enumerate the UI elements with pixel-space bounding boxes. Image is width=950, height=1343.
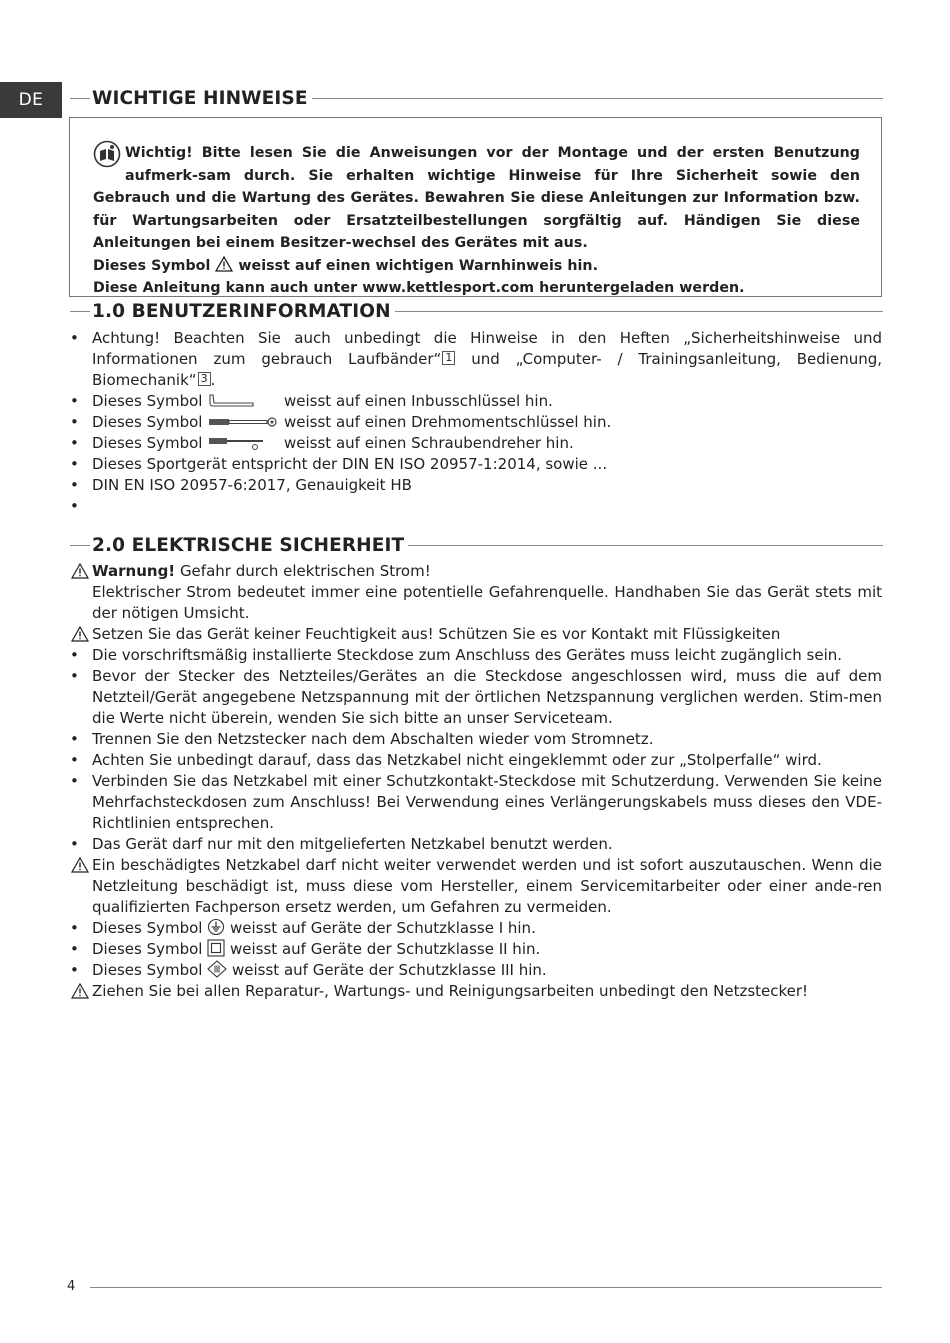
heading-text: 2.0 ELEKTRISCHE SICHERHEIT xyxy=(92,534,405,556)
list-item xyxy=(70,960,882,981)
symbol-prefix: Dieses Symbol xyxy=(92,392,203,410)
bullet xyxy=(70,645,90,666)
list-item-text: weisst auf einen Schraubendreher hin. xyxy=(284,434,574,452)
bullet xyxy=(70,433,90,454)
bullet xyxy=(70,328,90,349)
list-item-text: Bevor der Stecker des Netzteiles/Gerätes an die Steckdose angeschlossen wird, muss die auf dem Netzteil/Gerät angegebene Netzspannung mit der örtlichen Netzspannung verglichen werden. Stim-men die Werte nicht überein, wenden Sie sich bitte an unser Serviceteam. xyxy=(92,667,882,727)
list-item-text: weisst auf Geräte der Schutzklasse I hin. xyxy=(230,919,536,937)
benutzerinformation-list xyxy=(70,328,882,517)
protection-class-1-icon xyxy=(207,918,225,936)
notice-symbol-prefix: Dieses Symbol xyxy=(93,257,211,274)
manual-number-box: 3 xyxy=(198,372,211,386)
protection-class-2-icon xyxy=(207,939,225,957)
list-item xyxy=(70,918,882,939)
warning-text: Ein beschädigtes Netzkabel darf nicht weiter verwendet werden und ist sofort auszutauschen. Wenn die Netzleitung beschädigt ist, muss diese vom Hersteller, einem Servicemitarbeiter oder einer ande-ren qualifizierten Fachperson ersetz werden, um Gefahren zu vermeiden. xyxy=(92,856,882,916)
bullet xyxy=(70,412,90,433)
heading-rule-left xyxy=(70,98,90,99)
section-heading-wichtige-hinweise xyxy=(70,86,883,110)
list-item-text: weisst auf Geräte der Schutzklasse III hin. xyxy=(232,961,547,979)
screwdriver-icon xyxy=(207,435,279,451)
warning-item xyxy=(70,624,882,645)
list-item-text: Die vorschriftsmäßig installierte Steckdose zum Anschluss des Gerätes muss leicht zugänglich sein. xyxy=(92,646,843,664)
symbol-prefix: Dieses Symbol xyxy=(92,961,203,979)
list-item-text: weisst auf einen Inbusschlüssel hin. xyxy=(284,392,553,410)
bullet xyxy=(70,960,90,981)
section-heading-benutzerinformation xyxy=(70,299,883,323)
warning-text: Elektrischer Strom bedeutet immer eine potentielle Gefahrenquelle. Handhaben Sie das Gerät stets mit der nötigen Umsicht. xyxy=(92,583,882,622)
page-number: 4 xyxy=(67,1279,76,1294)
symbol-prefix: Dieses Symbol xyxy=(92,413,203,431)
list-item-text: Das Gerät darf nur mit den mitgelieferten Netzkabel benutzt werden. xyxy=(92,835,613,853)
footer-rule xyxy=(90,1287,882,1288)
bullet xyxy=(70,475,90,496)
bullet xyxy=(70,391,90,412)
notice-content xyxy=(93,142,860,300)
list-item xyxy=(70,729,882,750)
read-manual-icon xyxy=(93,140,121,168)
list-item-text: DIN EN ISO 20957-6:2017, Genauigkeit HB xyxy=(92,476,412,494)
list-item xyxy=(70,666,882,729)
warning-label: Warnung! xyxy=(92,562,176,580)
list-item-text: Trennen Sie den Netzstecker nach dem Abschalten wieder vom Stromnetz. xyxy=(92,730,654,748)
notice-symbol-text: weisst auf einen wichtigen Warnhinweis hin. xyxy=(238,257,599,274)
heading-rule-right xyxy=(408,545,883,546)
protection-class-3-icon xyxy=(207,960,227,978)
warning-item xyxy=(70,855,882,918)
bullet xyxy=(70,771,90,792)
list-item-text: . xyxy=(210,371,216,389)
manual-number-box: 1 xyxy=(442,351,455,365)
list-item-text: weisst auf einen Drehmomentschlüssel hin. xyxy=(284,413,612,431)
list-item xyxy=(70,412,882,433)
bullet xyxy=(70,834,90,855)
warning-triangle-icon xyxy=(215,256,233,272)
list-item-text: Achten Sie unbedingt darauf, dass das Netzkabel nicht eingeklemmt oder zur „Stolperfalle“ wird. xyxy=(92,751,822,769)
bullet xyxy=(70,918,90,939)
warning-triangle-icon xyxy=(70,626,90,642)
warning-item xyxy=(70,561,882,624)
language-tab: DE xyxy=(0,82,62,118)
heading-text: WICHTIGE HINWEISE xyxy=(92,87,308,109)
list-item xyxy=(70,750,882,771)
important-notice-box xyxy=(69,117,882,297)
symbol-prefix: Dieses Symbol xyxy=(92,919,203,937)
warning-triangle-icon xyxy=(70,563,90,579)
bullet xyxy=(70,666,90,687)
heading-rule-left xyxy=(70,545,90,546)
bullet xyxy=(70,496,90,517)
list-item-text: Achtung! Beachten Sie auch unbedingt die Hinweise in den Heften „Sicherheitshinweise und Informationen zum gebrauch Laufbänder“ xyxy=(92,329,882,368)
symbol-prefix: Dieses Symbol xyxy=(92,940,203,958)
list-item xyxy=(70,475,882,496)
warning-item xyxy=(70,981,882,1002)
heading-rule-left xyxy=(70,311,90,312)
allen-key-icon xyxy=(207,393,279,409)
list-item-text: Dieses Sportgerät entspricht der DIN EN ISO 20957-1:2014, sowie ... xyxy=(92,455,608,473)
bullet xyxy=(70,939,90,960)
section-heading-elektrische-sicherheit xyxy=(70,533,883,557)
bullet xyxy=(70,750,90,771)
list-item xyxy=(70,433,882,454)
warning-text: Gefahr durch elektrischen Strom! xyxy=(179,562,431,580)
list-item-text: weisst auf Geräte der Schutzklasse II hin. xyxy=(230,940,541,958)
list-item xyxy=(70,454,882,475)
list-item-text: Verbinden Sie das Netzkabel mit einer Schutzkontakt-Steckdose mit Schutzerdung. Verwenden Sie keine Mehrfachsteckdosen zum Anschluss! Bei Verwendung eines Verlängerungskabels muss dieses den VDE-Richtlinien entsprechen. xyxy=(92,772,882,832)
notice-paragraph: Wichtig! Bitte lesen Sie die Anweisungen vor der Montage und der ersten Benutzung aufmerk-sam durch. Sie erhalten wichtige Hinweise für Ihre Sicherheit sowie den Gebrauch und die Wartung des Gerätes. Bewahren Sie diese Anleitungen zur Information bzw. für Wartungsarbeiten oder Ersatzteilbestellungen sorgfältig auf. Händigen Sie diese Anleitungen bei einem Besitzer-wechsel des Gerätes mit aus. xyxy=(93,145,860,251)
list-item-text: und „Computer- / Trainingsanleitung, Bedienung, Biomechanik“ xyxy=(92,350,883,389)
warning-triangle-icon xyxy=(70,857,90,873)
warning-text: Setzen Sie das Gerät keiner Feuchtigkeit aus! Schützen Sie es vor Kontakt mit Flüssigkeiten xyxy=(92,625,781,643)
heading-text: 1.0 BENUTZERINFORMATION xyxy=(92,300,391,322)
warning-triangle-icon xyxy=(70,983,90,999)
notice-download-line: Diese Anleitung kann auch unter www.kettlesport.com heruntergeladen werden. xyxy=(93,280,745,296)
list-item xyxy=(70,771,882,834)
elektrische-sicherheit-list xyxy=(70,561,882,1002)
warning-text: Ziehen Sie bei allen Reparatur-, Wartungs- und Reinigungsarbeiten unbedingt den Netzstecker! xyxy=(92,982,809,1000)
notice-symbol-line xyxy=(93,255,860,278)
torque-wrench-icon xyxy=(207,414,279,430)
bullet xyxy=(70,454,90,475)
list-item xyxy=(70,328,882,391)
bullet xyxy=(70,729,90,750)
list-item xyxy=(70,645,882,666)
heading-rule-right xyxy=(312,98,883,99)
heading-rule-right xyxy=(395,311,883,312)
list-item-empty xyxy=(70,496,882,517)
list-item xyxy=(70,834,882,855)
list-item xyxy=(70,391,882,412)
list-item xyxy=(70,939,882,960)
symbol-prefix: Dieses Symbol xyxy=(92,434,203,452)
